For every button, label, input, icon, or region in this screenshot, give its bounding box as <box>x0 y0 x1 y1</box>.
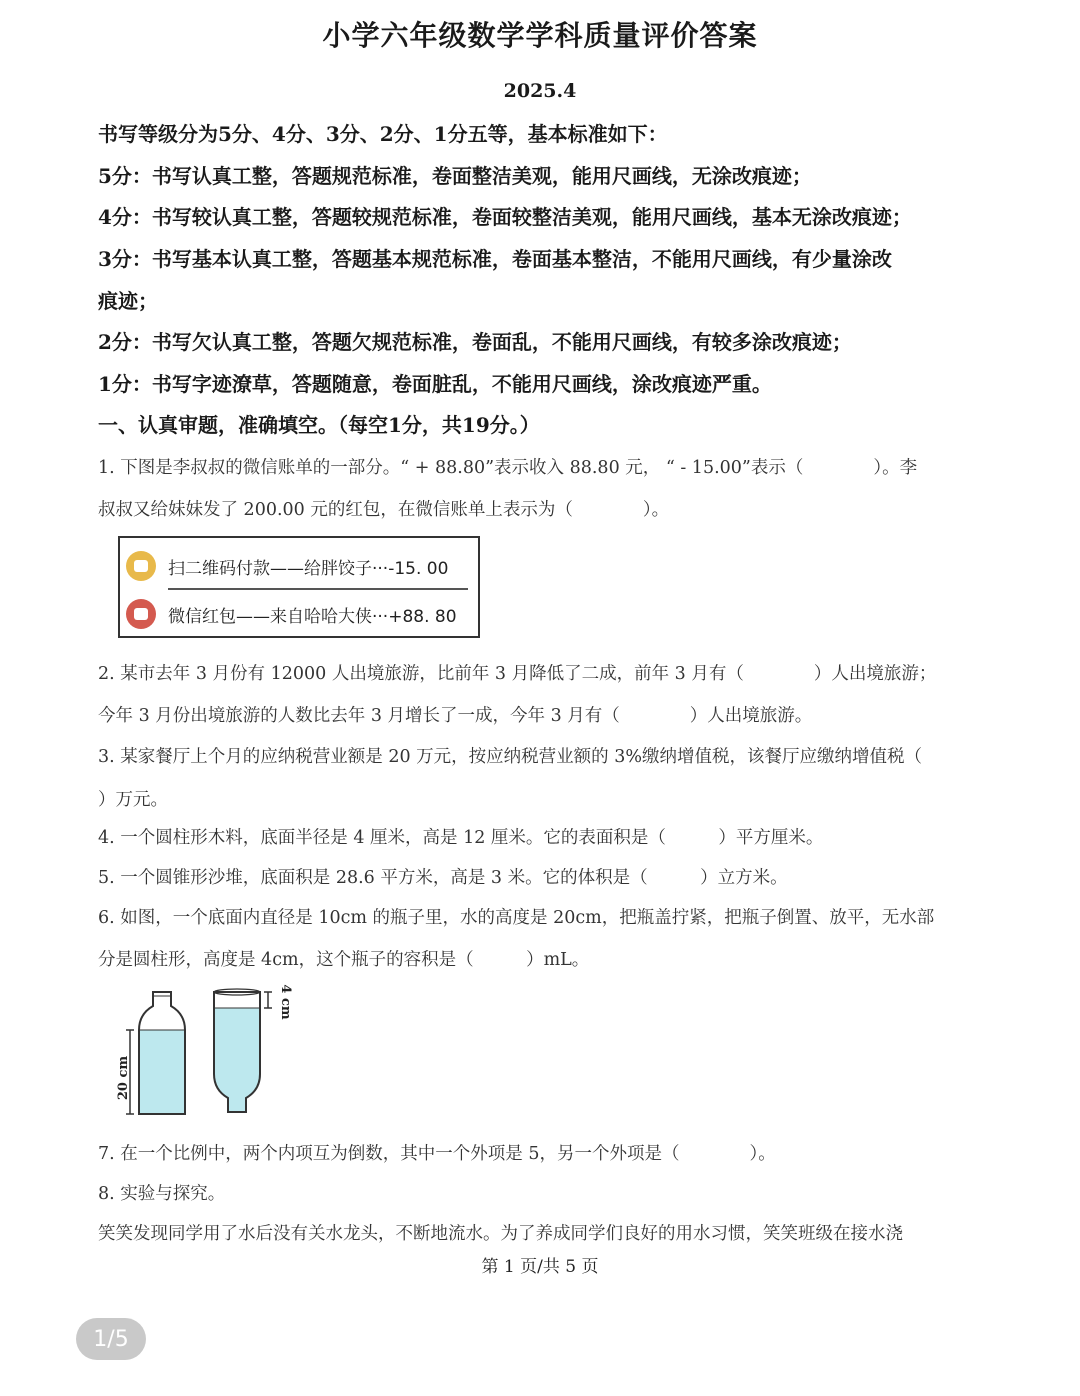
wechat-bill-figure <box>118 536 480 638</box>
page-indicator[interactable]: 1/5 <box>76 1318 146 1360</box>
grading-4: 4分：书写较认真工整，答题较规范标准，卷面较整洁美观，能用尺画线，基本无涂改痕迹； <box>98 205 912 229</box>
red-packet-icon <box>126 599 156 629</box>
question-1: 1. 下图是李叔叔的微信账单的一部分。“ + 88.80”表示收入 88.80 元， “ - 15.00”表示（ ）。李 <box>98 458 918 478</box>
question-2-cont: 今年 3 月份出境旅游的人数比去年 3 月增长了一成，今年 3 月有（ ）人出境旅游。 <box>98 706 813 726</box>
upright-bottle-water <box>139 1030 185 1114</box>
question-8: 8. 实验与探究。 <box>98 1184 226 1204</box>
bill-row-text: 微信红包——来自哈哈大侠···+88. 80 <box>168 606 457 627</box>
grading-5: 5分：书写认真工整，答题规范标准，卷面整洁美观，能用尺画线，无涂改痕迹； <box>98 164 812 188</box>
question-8-text: 笑笑发现同学用了水后没有关水龙头，不断地流水。为了养成同学们良好的用水习惯，笑笑班级在接水浇 <box>98 1224 903 1244</box>
question-6-cont: 分是圆柱形，高度是 4cm，这个瓶子的容积是（ ）mL。 <box>98 950 590 970</box>
height-4-label: 4 cm <box>278 984 293 1020</box>
bill-row-text: 扫二维码付款——给胖饺子···-15. 00 <box>168 558 449 579</box>
page-footer: 第 1 页/共 5 页 <box>481 1257 599 1277</box>
grading-1: 1分：书写字迹潦草，答题随意，卷面脏乱，不能用尺画线，涂改痕迹严重。 <box>98 372 772 396</box>
question-2: 2. 某市去年 3 月份有 12000 人出境旅游，比前年 3 月降低了二成，前年 3 月有（ ）人出境旅游； <box>98 664 937 684</box>
upright-bottle <box>139 992 185 1114</box>
height-4-bracket <box>264 992 272 1008</box>
bottle-diagram <box>110 982 310 1122</box>
bill-row-payment <box>126 548 476 584</box>
question-4: 4. 一个圆柱形木料，底面半径是 4 厘米，高是 12 厘米。它的表面积是（ ）平方厘米。 <box>98 828 824 848</box>
grading-3-cont: 痕迹； <box>98 289 158 313</box>
height-20-label: 20 cm <box>116 1055 131 1101</box>
grading-intro: 书写等级分为5分、4分、3分、2分、1分五等，基本标准如下： <box>98 122 668 146</box>
question-6: 6. 如图，一个底面内直径是 10cm 的瓶子里，水的高度是 20cm，把瓶盖拧紧，把瓶子倒置、放平，无水部 <box>98 908 935 928</box>
question-5: 5. 一个圆锥形沙堆，底面积是 28.6 平方米，高是 3 米。它的体积是（ ）立方米。 <box>98 868 788 888</box>
exam-date: 2025.4 <box>503 80 577 102</box>
question-3: 3. 某家餐厅上个月的应纳税营业额是 20 万元，按应纳税营业额的 3%缴纳增值税，该餐厅应缴纳增值税（ <box>98 747 922 767</box>
question-1-cont: 叔叔又给妹妹发了 200.00 元的红包，在微信账单上表示为（ ）。 <box>98 500 670 520</box>
inverted-bottle <box>214 989 260 1112</box>
page-title: 小学六年级数学学科质量评价答案 <box>322 19 758 52</box>
bill-divider <box>168 588 468 590</box>
inverted-bottle-water <box>214 1008 260 1112</box>
question-7: 7. 在一个比例中，两个内项互为倒数，其中一个外项是 5，另一个外项是（ ）。 <box>98 1144 776 1164</box>
coin-icon <box>126 551 156 581</box>
section-1-heading: 一、认真审题，准确填空。（每空1分，共19分。） <box>98 413 540 437</box>
grading-3: 3分：书写基本认真工整，答题基本规范标准，卷面基本整洁，不能用尺画线，有少量涂改 <box>98 247 892 271</box>
question-3-cont: ）万元。 <box>98 790 168 810</box>
grading-2: 2分：书写欠认真工整，答题欠规范标准，卷面乱，不能用尺画线，有较多涂改痕迹； <box>98 330 852 354</box>
bill-row-redpacket <box>126 596 476 632</box>
